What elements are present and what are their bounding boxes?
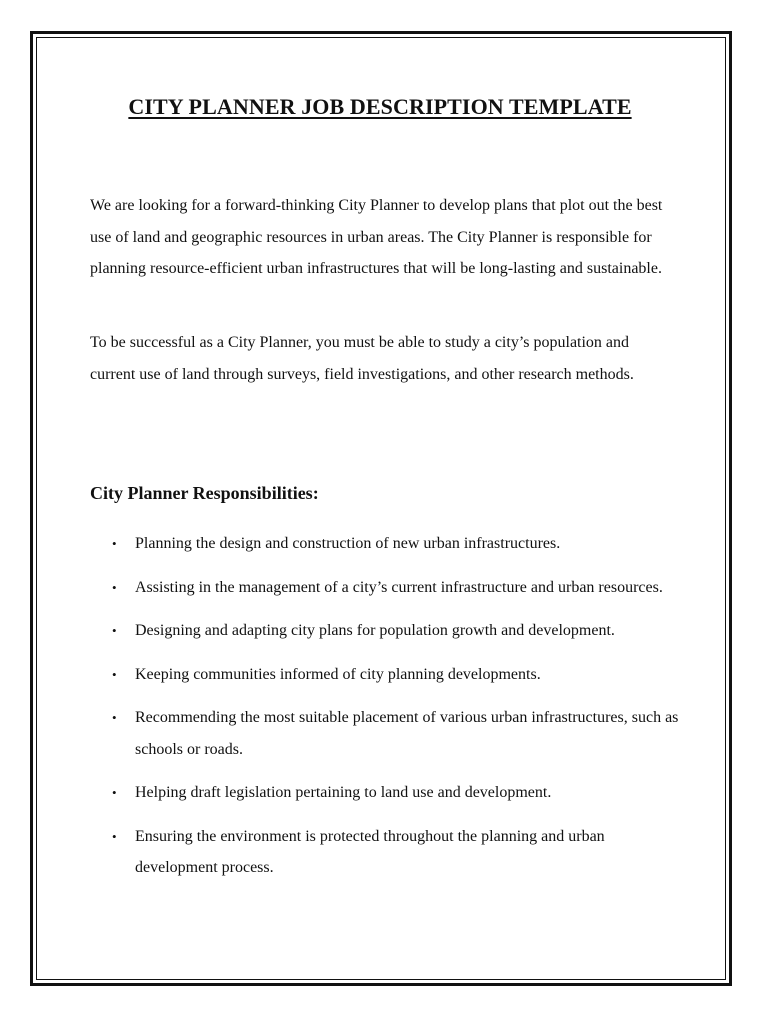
list-item-text: Recommending the most suitable placement of various urban infrastructures, such as schools or roads.	[135, 709, 679, 758]
bullet-icon: •	[112, 536, 117, 551]
list-item	[90, 702, 690, 765]
list-item	[90, 615, 690, 647]
bullet-icon: •	[112, 623, 117, 638]
responsibilities-heading: City Planner Responsibilities:	[90, 483, 319, 503]
bullet-icon: •	[112, 828, 117, 844]
responsibilities-list	[90, 528, 690, 896]
bullet-icon: •	[112, 666, 117, 682]
list-item	[90, 659, 690, 691]
list-item	[90, 821, 690, 884]
list-item	[90, 528, 690, 560]
bullet-icon: •	[112, 579, 117, 595]
bullet-icon: •	[112, 785, 117, 800]
requirements-paragraph: To be successful as a City Planner, you must be able to study a city’s population and current use of land through surveys, field investigations, and other research methods.	[90, 334, 634, 383]
intro-paragraph: We are looking for a forward-thinking City Planner to develop plans that plot out the best use of land and geographic resources in urban areas. The City Planner is responsible for planning resource-efficient urban infrastructures that will be long-lasting and sustainable.	[90, 197, 663, 277]
list-item-text: Helping draft legislation pertaining to land use and development.	[135, 784, 552, 801]
list-item-text: Assisting in the management of a city’s current infrastructure and urban resources.	[135, 578, 663, 596]
bullet-icon: •	[112, 710, 117, 725]
list-item-text: Planning the design and construction of new urban infrastructures.	[135, 535, 561, 552]
list-item	[90, 777, 690, 809]
list-item-text: Ensuring the environment is protected throughout the planning and urban development process.	[135, 827, 605, 876]
list-item-text: Keeping communities informed of city planning developments.	[135, 665, 541, 683]
document-title: CITY PLANNER JOB DESCRIPTION TEMPLATE	[128, 94, 632, 119]
list-item-text: Designing and adapting city plans for population growth and development.	[135, 622, 615, 639]
list-item	[90, 572, 690, 604]
